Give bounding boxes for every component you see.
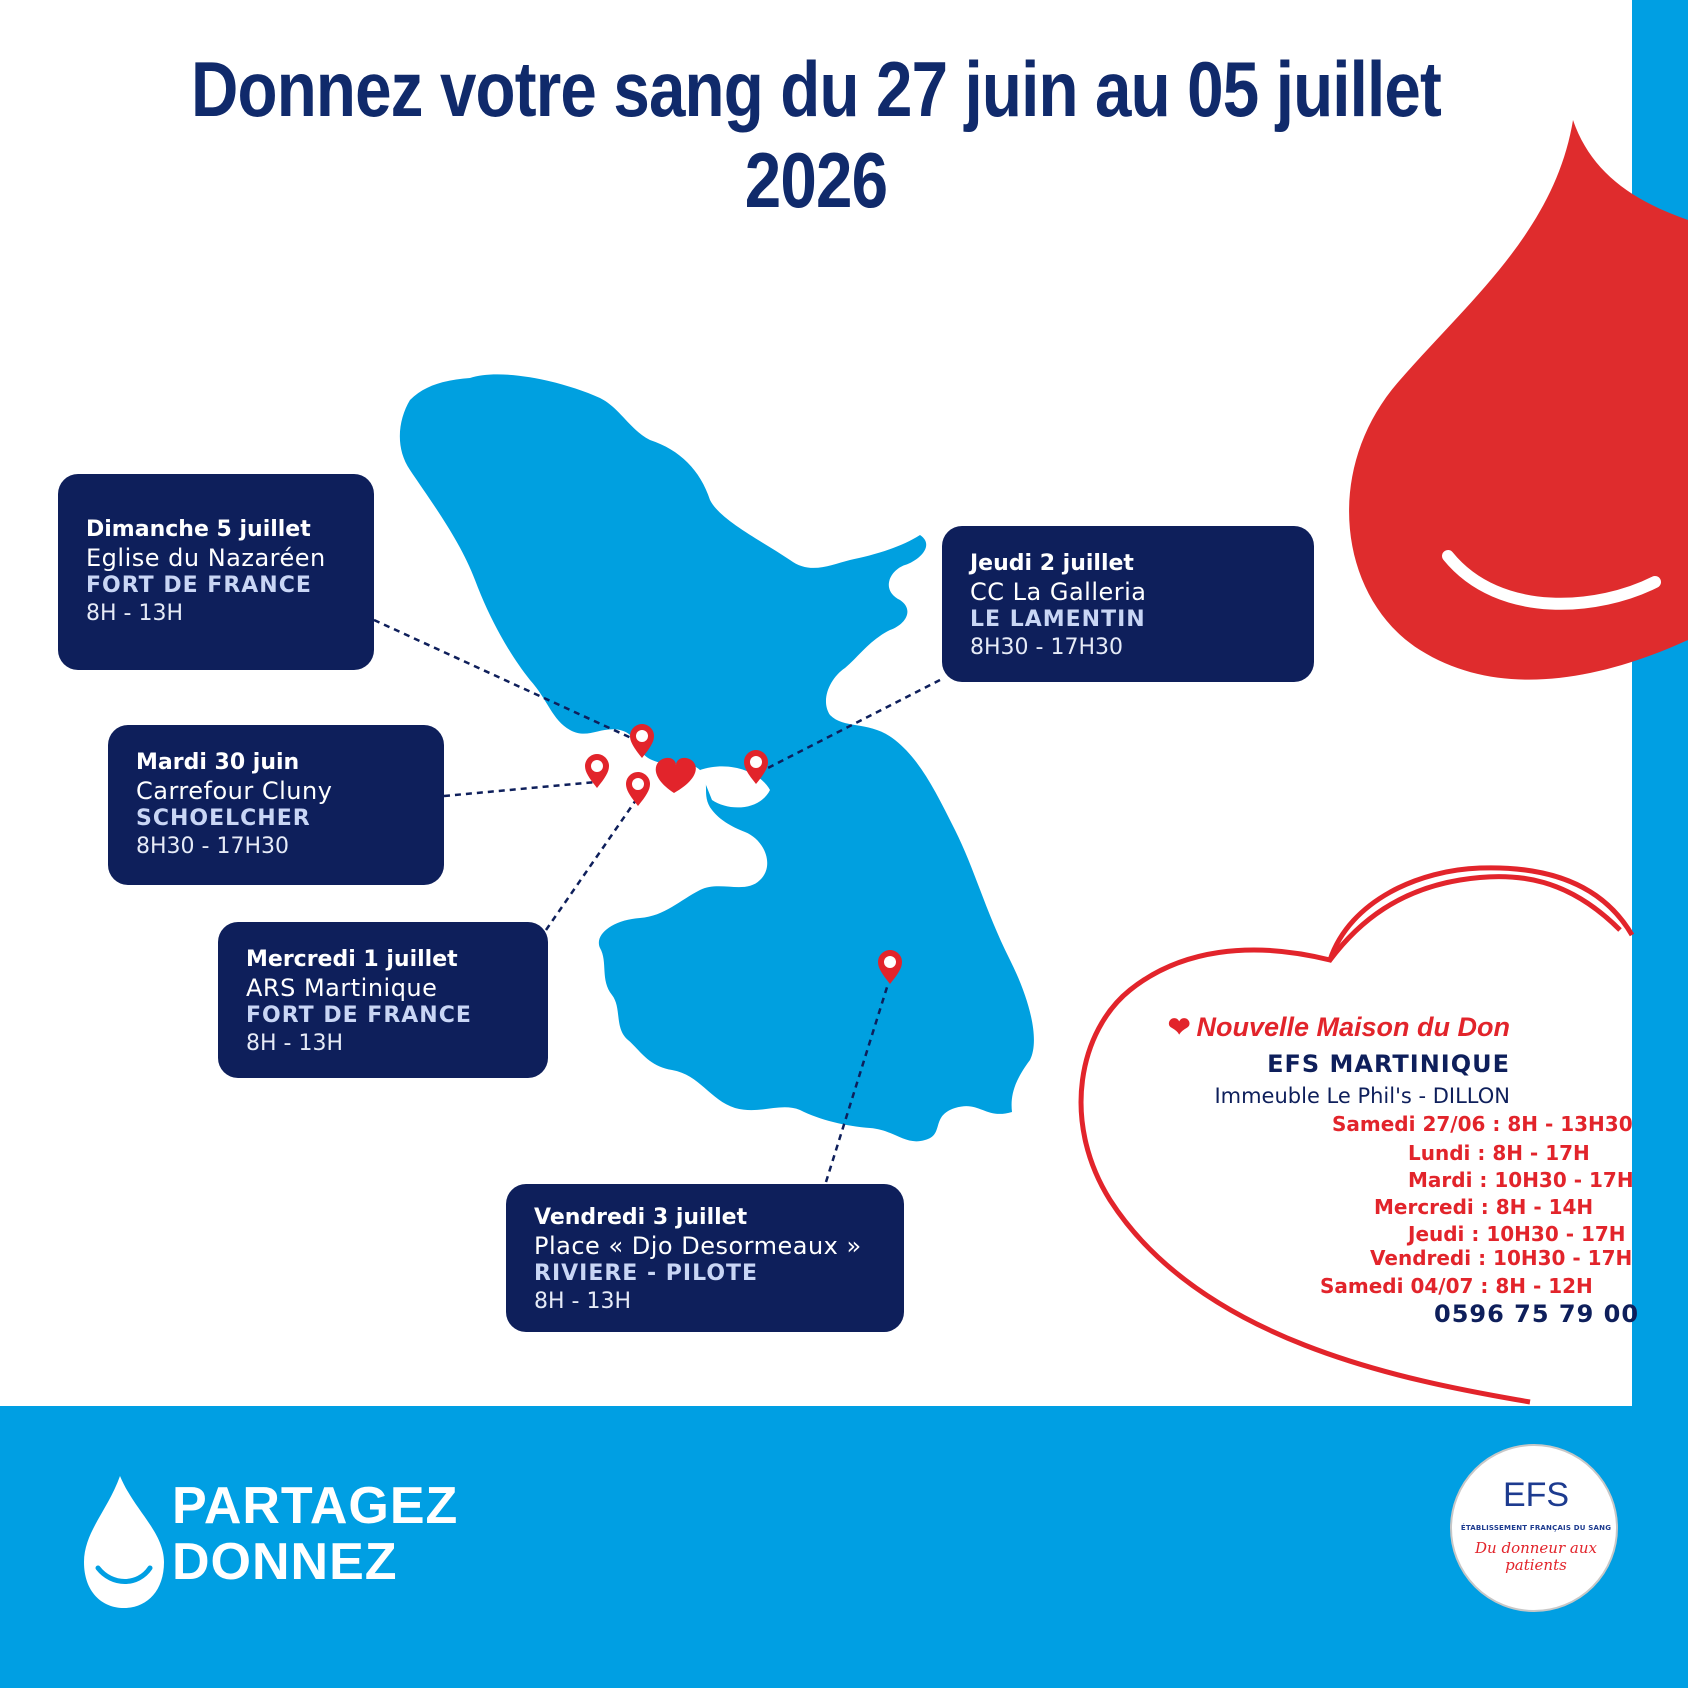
event-place: ARS Martinique xyxy=(246,974,438,1002)
event-card-mercredi xyxy=(218,922,548,1078)
maison-title-text: Nouvelle Maison du Don xyxy=(1196,1012,1510,1042)
event-hours: 8H - 13H xyxy=(246,1031,344,1056)
connector-line xyxy=(546,800,636,930)
maison-name: EFS MARTINIQUE xyxy=(1267,1050,1510,1078)
map-bay-2 xyxy=(852,690,896,725)
event-day: Vendredi 3 juillet xyxy=(534,1205,748,1230)
event-card-mardi xyxy=(108,725,444,885)
event-day: Mardi 30 juin xyxy=(136,750,300,775)
event-city: FORT DE FRANCE xyxy=(246,1003,472,1028)
footer-drop-icon xyxy=(84,1476,164,1608)
event-card-jeudi xyxy=(942,526,1314,682)
schedule-line: Samedi 27/06 : 8H - 13H30 xyxy=(1332,1112,1633,1136)
heart-icon: ❤ xyxy=(1167,1012,1191,1042)
footer-donnez: DONNEZ xyxy=(172,1533,398,1591)
schedule-line: Vendredi : 10H30 - 17H xyxy=(1370,1246,1633,1270)
event-day: Jeudi 2 juillet xyxy=(970,551,1134,576)
maison-title xyxy=(1168,1012,1510,1043)
schedule-line: Lundi : 8H - 17H xyxy=(1408,1141,1590,1165)
schedule-line: Mardi : 10H30 - 17H xyxy=(1408,1168,1634,1192)
page-title: Donnez votre sang du 27 juin au 05 juillet 2026 xyxy=(191,45,1441,224)
schedule-line: Samedi 04/07 : 8H - 12H xyxy=(1320,1274,1593,1298)
map-pin-icon xyxy=(626,772,650,806)
event-place: CC La Galleria xyxy=(970,578,1147,606)
event-hours: 8H30 - 17H30 xyxy=(970,635,1123,660)
footer-partagez: PARTAGEZ xyxy=(172,1477,459,1535)
event-city: SCHOELCHER xyxy=(136,806,311,831)
efs-logo-subtitle: ÉTABLISSEMENT FRANÇAIS DU SANG xyxy=(1460,1524,1612,1532)
efs-logo-name: EFS xyxy=(1502,1476,1570,1514)
schedule-line: Jeudi : 10H30 - 17H xyxy=(1408,1222,1626,1246)
efs-logo-tagline: Du donneur aux patients xyxy=(1475,1539,1597,1574)
event-card-dimanche xyxy=(58,474,374,670)
event-place: Place « Djo Desormeaux » xyxy=(534,1232,862,1260)
maison-address: Immeuble Le Phil's - DILLON xyxy=(1214,1084,1510,1108)
event-city: LE LAMENTIN xyxy=(970,607,1146,632)
event-city: FORT DE FRANCE xyxy=(86,573,312,598)
connector-line xyxy=(444,782,596,796)
schedule-line: Mercredi : 8H - 14H xyxy=(1374,1195,1594,1219)
event-day: Mercredi 1 juillet xyxy=(246,947,458,972)
event-place: Eglise du Nazaréen xyxy=(86,544,326,572)
event-place: Carrefour Cluny xyxy=(136,777,333,805)
event-hours: 8H - 13H xyxy=(86,601,184,626)
event-hours: 8H - 13H xyxy=(534,1289,632,1314)
event-hours: 8H30 - 17H30 xyxy=(136,834,289,859)
event-city: RIVIERE - PILOTE xyxy=(534,1261,759,1286)
efs-logo xyxy=(1450,1444,1618,1612)
event-card-vendredi xyxy=(506,1184,904,1332)
maison-phone: 0596 75 79 00 xyxy=(1434,1300,1640,1328)
event-day: Dimanche 5 juillet xyxy=(86,517,311,542)
